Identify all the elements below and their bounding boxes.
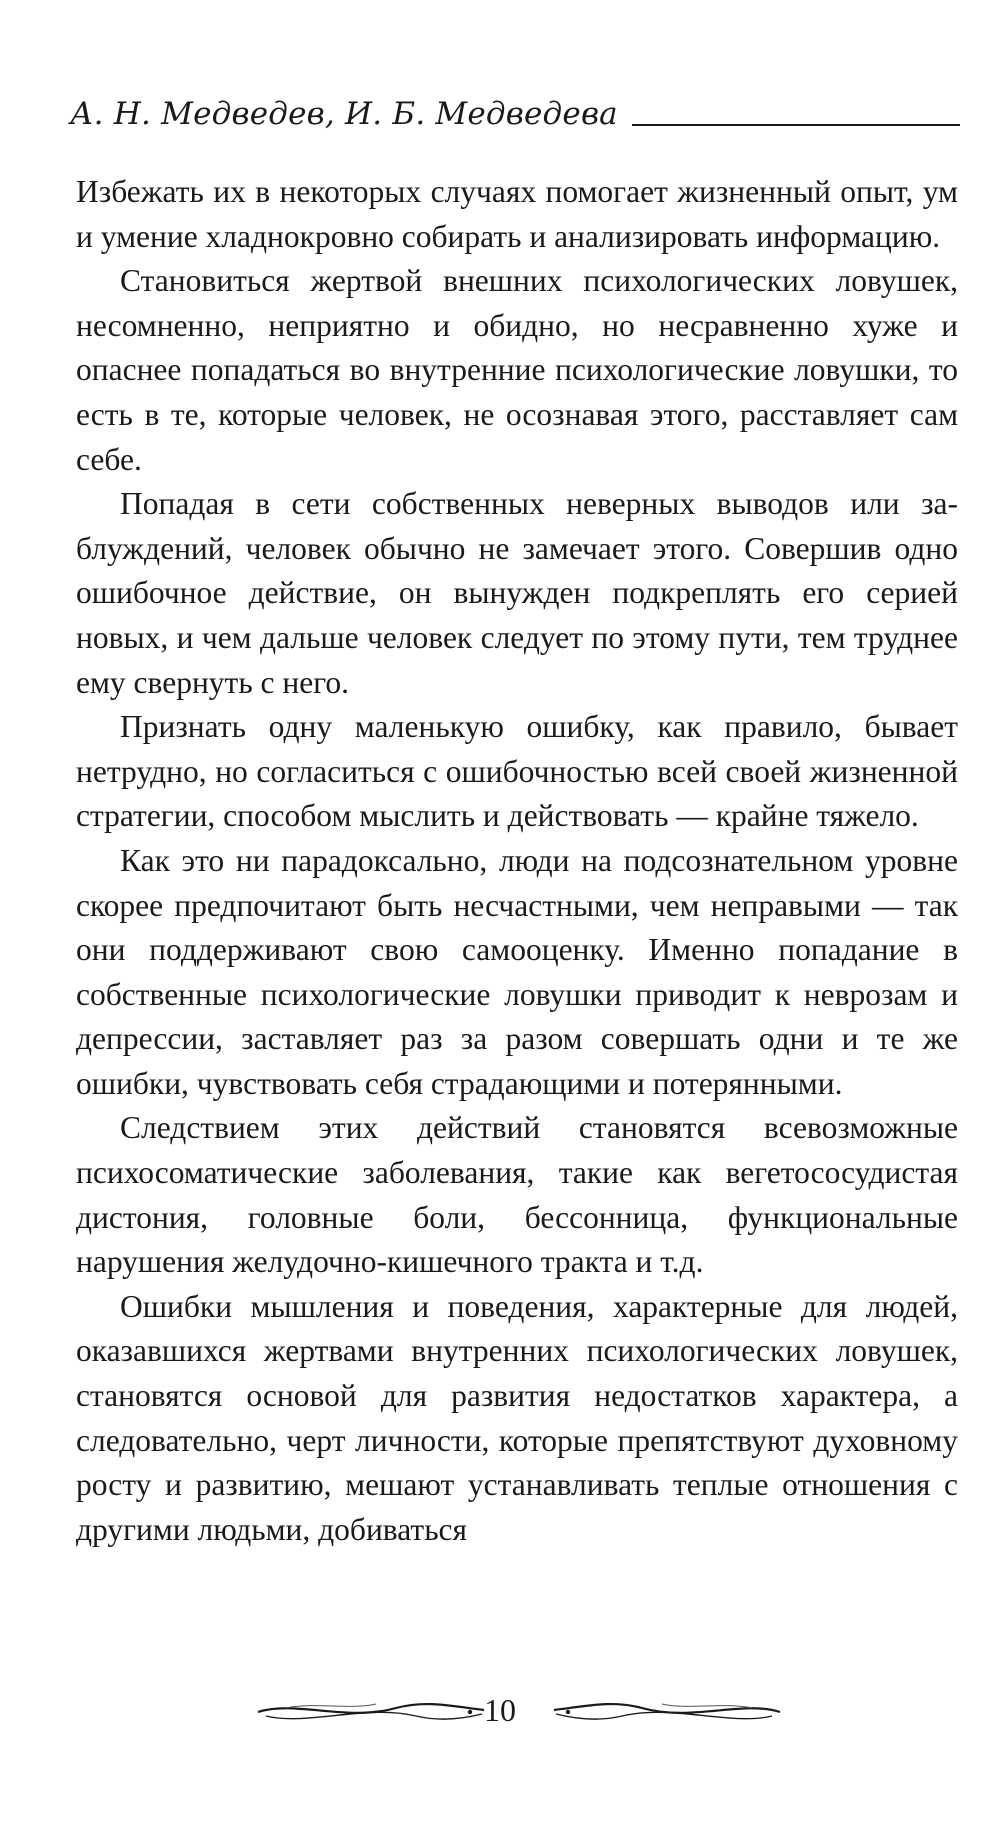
flourish-ornament-icon [256,1692,486,1728]
flourish-ornament-icon [552,1692,782,1728]
body-text [76,170,958,1552]
paragraph-2: Становиться жертвой внешних психологических ловушек, несомненно, неприятно и обидно, но несравненно хуже и опаснее попадаться во внутренние психологические ловушки, то есть в те, которые человек, не осознавая этого, расставляет сам себе. [76,263,958,477]
page-footer [0,1680,1000,1740]
header-rule [632,124,960,126]
page-number: 10 [484,1692,516,1728]
paragraph-4: Признать одну маленькую ошибку, как правило, бывает нетрудно, но согласиться с ошибочностью всей своей жизненной стратегии, способом мыслить и действовать — крайне тяжело. [76,709,958,834]
paragraph-7: Ошибки мышления и поведения, характерные для людей, оказавшихся жертвами внутренних психологических ловушек, становятся основой для развития недостатков характера, а следовательно, черт личности, которые препятствуют духовному росту и развитию, мешают устанавливать теплые отношения с другими людьми, добиваться [76,1288,958,1547]
paragraph-6: Следствием этих действий становятся всевозможные психосоматические заболевания, такие как вегетососудистая дистония, головные боли, бессонница, функциональные нарушения желудочно-кишечного тракта и т.д. [76,1110,958,1280]
paragraph-5: Как это ни парадоксально, люди на подсознательном уровне скорее предпочитают быть несчастными, чем неправыми — так они поддерживают свою самооценку. Именно попадание в собственные психологические ловушки приводит к неврозам и депрессии, заставляет раз за разом совершать одни и те же ошибки, чувствовать себя страдающими и потерянными. [76,842,958,1101]
running-head [70,92,960,136]
paragraph-1: Избежать их в некоторых случаях помогает жизненный опыт, ум и умение хладнокровно собирать и анализировать информацию. [76,174,958,254]
paragraph-3: Попадая в сети собственных неверных выводов или заблуждений, человек обычно не замечает этого. Совершив одно ошибочное действие, он вынужден подкреплять его серией новых, и чем дальше человек следует по этому пути, тем труднее ему свернуть с него. [76,486,958,700]
authors-header: А. Н. Медведев, И. Б. Медведева [70,96,618,132]
